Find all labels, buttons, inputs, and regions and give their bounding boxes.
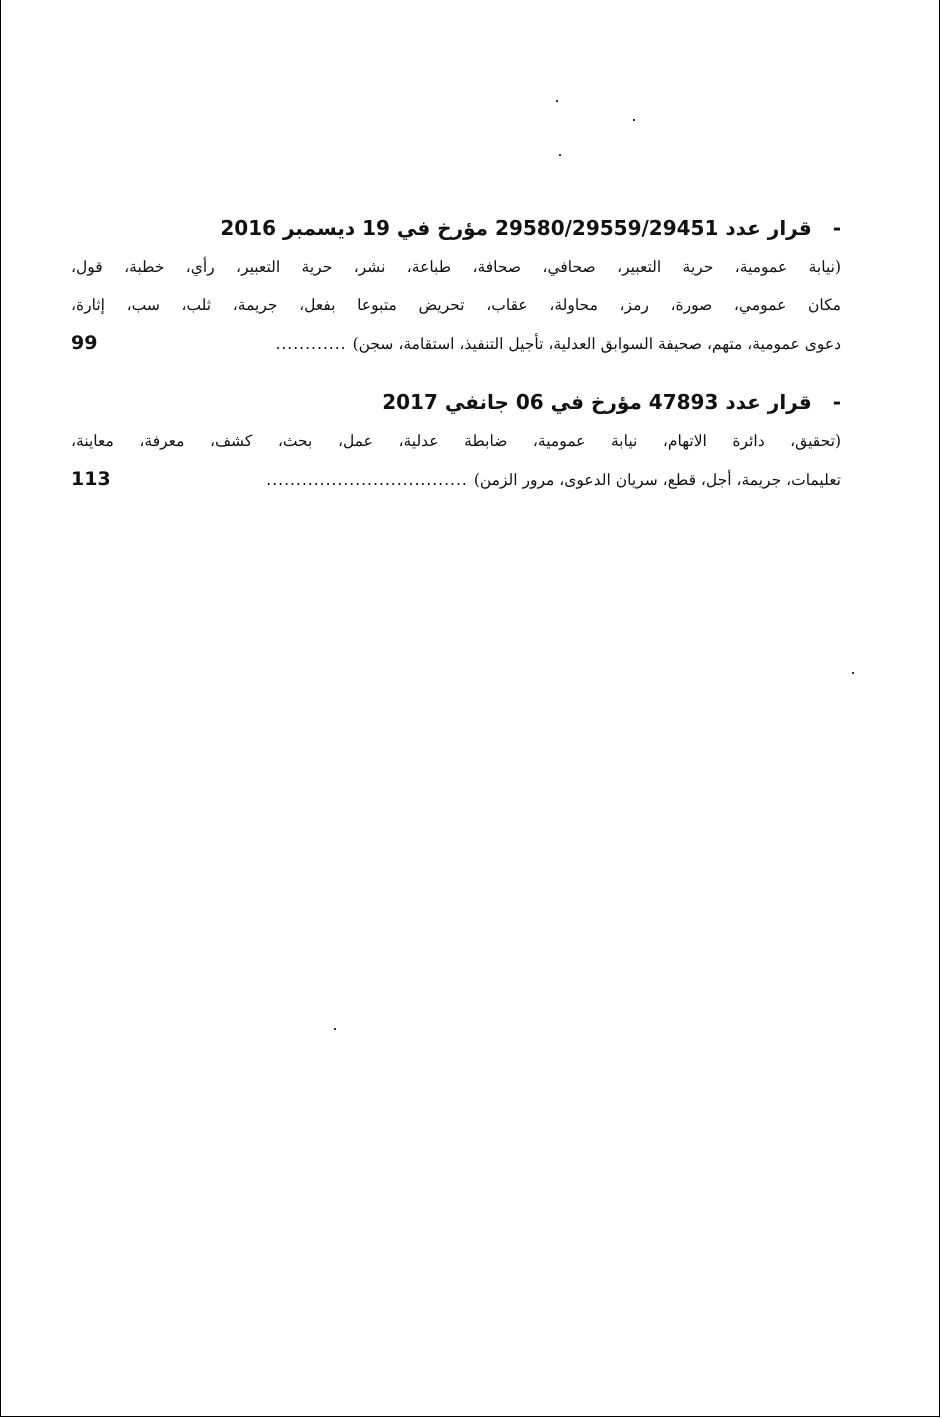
decision-heading: [71, 388, 841, 416]
keyword-last-line: [71, 460, 841, 499]
page-number: 99: [71, 332, 98, 354]
keyword-list: [71, 248, 841, 324]
decision-date: مؤرخ في 19 ديسمبر 2016: [220, 216, 489, 240]
decision-heading: [71, 214, 841, 242]
decision-prefix: قرار عدد: [725, 216, 812, 240]
scan-speck: [334, 1028, 336, 1030]
keyword-line: دعوى عمومية، متهم، صحيفة السوابق العدلية، تأجيل التنفيذ، استقامة، سجن): [352, 335, 841, 353]
decision-number: 47893: [648, 390, 719, 414]
keyword-line: (نيابة عمومية، حرية التعبير، صحافي، صحافة، طباعة، نشر، حرية التعبير، رأي، خطبة، قول،: [71, 258, 841, 276]
keyword-line: مكان عمومي، صورة، رمز، محاولة، عقاب، تحريض متبوعا بفعل، جريمة، ثلب، سب، إثارة،: [71, 296, 841, 314]
heading-dash: -: [832, 390, 841, 414]
decision-entry: [71, 388, 841, 499]
leader-dots: ............: [275, 335, 347, 353]
decision-number: 29580/29559/29451: [495, 216, 719, 240]
keyword-last-line: [71, 324, 841, 363]
keyword-line: تعليمات، جريمة، أجل، قطع، سريان الدعوى، مرور الزمن): [473, 471, 841, 489]
keyword-list: [71, 422, 841, 460]
keyword-line: (تحقيق، دائرة الاتهام، نيابة عمومية، ضابطة عدلية، عمل، بحث، كشف، معرفة، معاينة،: [71, 432, 841, 450]
scan-speck: [633, 119, 635, 121]
scan-speck: [559, 154, 561, 156]
decision-date: مؤرخ في 06 جانفي 2017: [382, 390, 642, 414]
page-number: 113: [71, 468, 111, 490]
decision-prefix: قرار عدد: [725, 390, 812, 414]
scan-speck: [556, 100, 558, 102]
scan-speck: [852, 672, 854, 674]
leader-dots: ..................................: [266, 471, 468, 489]
decision-entry: [71, 214, 841, 363]
heading-dash: -: [832, 216, 841, 240]
